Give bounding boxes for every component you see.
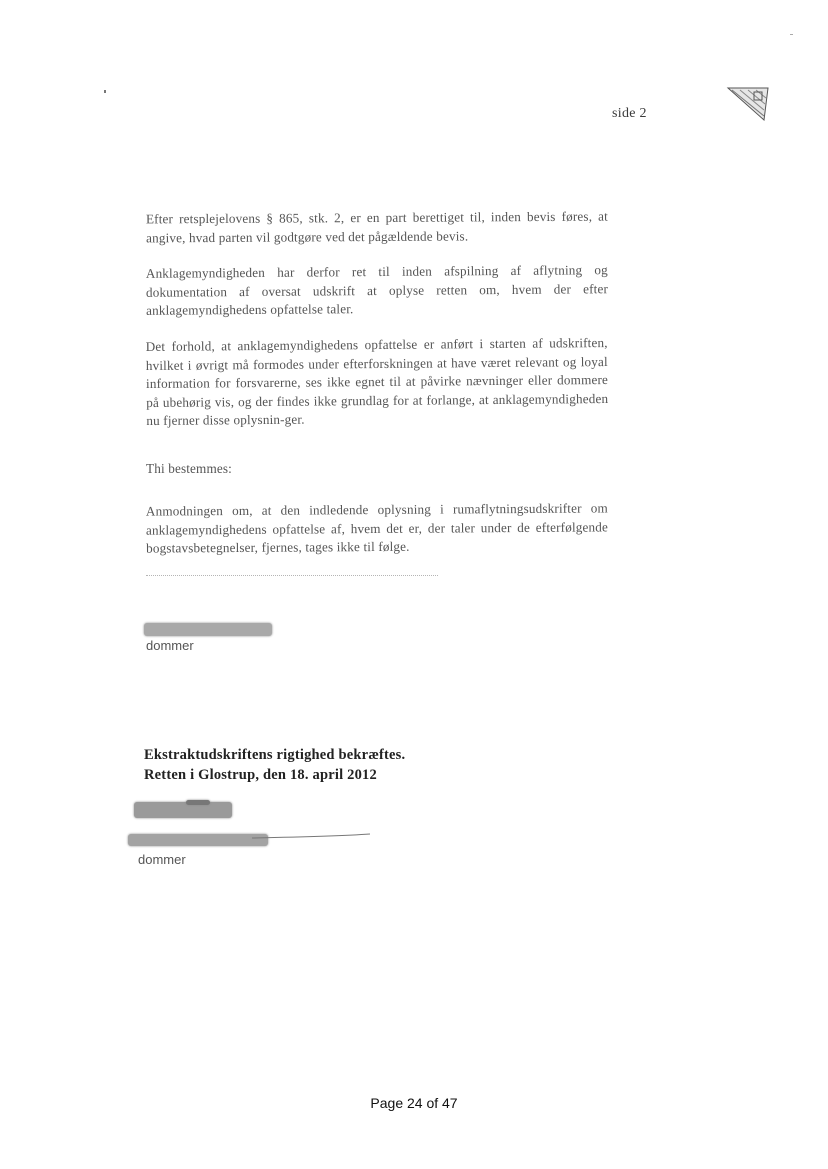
signature-separator: [146, 575, 438, 576]
decision-heading: Thi bestemmes:: [146, 461, 232, 476]
signature-title-1: dommer: [146, 638, 194, 653]
corner-stamp-icon: [726, 84, 770, 124]
paragraph-retsplejelov: Efter retsplejelovens § 865, stk. 2, er en part berettiget til, inden bevis føres, at angive, hvad parten vil godtgøre ved det pågældende bevis.: [145, 208, 608, 245]
redacted-signature: [144, 623, 272, 636]
scan-speck: [104, 90, 106, 93]
page-number-footer: Page 24 of 47: [370, 1095, 458, 1111]
page-side-label: side 2: [612, 106, 647, 121]
certification-line-2: Retten i Glostrup, den 18. april 2012: [144, 767, 377, 783]
scan-speck: [790, 34, 793, 35]
paragraph-decision: Anmodningen om, at den indledende oplysning i rumaflytningsudskrifter om anklagemyndighedens opfattelse af, hvem det er, der taler under de efterfølgende bogstavsbetegnelser, fjernes, tages ikke til følge.: [145, 500, 609, 556]
certification-line-1: Ekstraktudskriftens rigtighed bekræftes.: [144, 747, 406, 763]
redacted-signature-mark: [186, 800, 210, 805]
certification-block: [144, 745, 405, 785]
paragraph-forhold: Det forhold, at anklagemyndighedens opfattelse er anført i starten af udskriften, hvilket i øvrigt må formodes under efterforskningen at have været relevant og loyal information for forsvarerne, ses ikke egnet til at påvirke nævninger eller dommere på ubehørig vis, og der findes ikke grundlag for at forlange, at anklagemyndigheden nu fjerner disse oplysnin-ger.: [145, 334, 609, 429]
signature-stroke: [132, 832, 372, 842]
paragraph-anklagemyndighed: Anklagemyndigheden har derfor ret til inden afspilning af aflytning og dokumentation af oversat udskrift at oplyse retten om, hvem der efter anklagemyndighedens opfattelse taler.: [145, 262, 609, 318]
redacted-signature-upper: [134, 802, 232, 818]
signature-title-2: dommer: [138, 852, 186, 867]
